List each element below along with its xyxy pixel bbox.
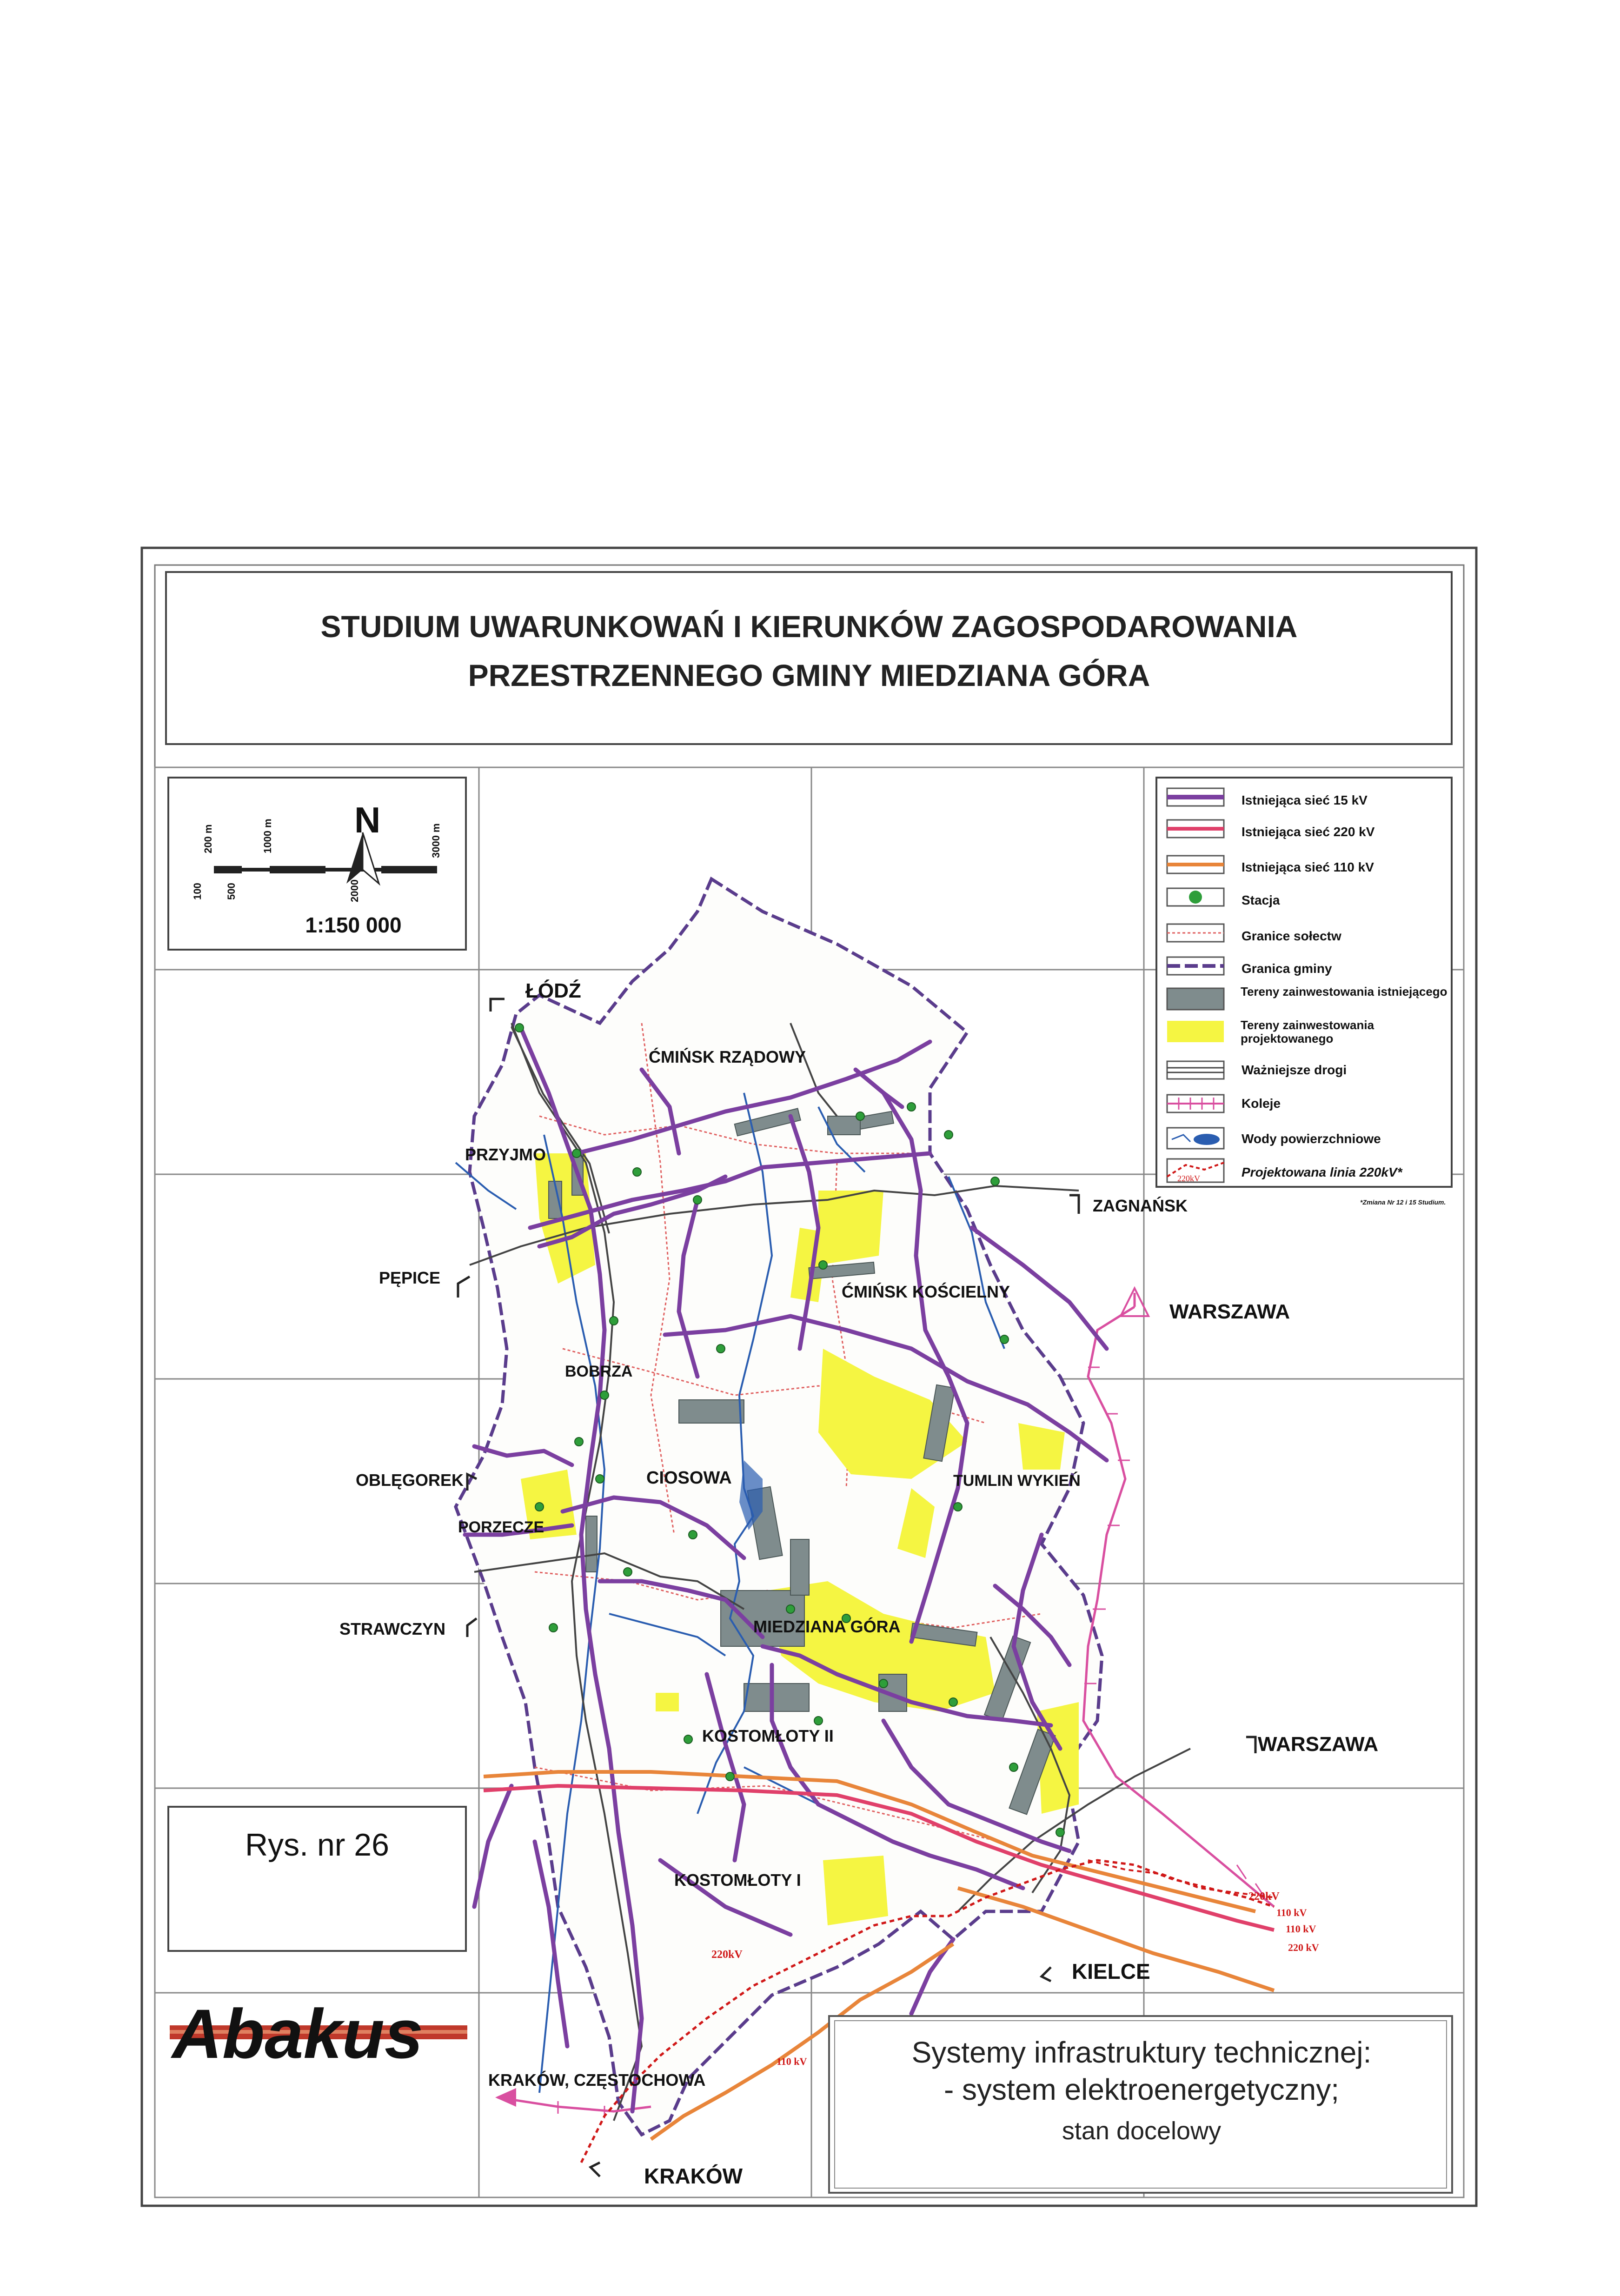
legend-label-projected-areas: Tereny zainwestowania projektowanego bbox=[1241, 1018, 1374, 1045]
label-220kv-east-2: 220 kV bbox=[1288, 1942, 1319, 1953]
legend-label-existing-areas: Tereny zainwestowania istniejącego bbox=[1241, 985, 1447, 998]
label-220kv-east: 220kV bbox=[1248, 1890, 1280, 1903]
scale-box bbox=[168, 778, 466, 950]
caption-line-3: stan docelowy bbox=[1062, 2117, 1222, 2145]
legend-label-station: Stacja bbox=[1242, 893, 1280, 907]
scale-tick-1000m: 1000 m bbox=[262, 819, 273, 853]
legend-label-municipality-boundary: Granica gminy bbox=[1242, 961, 1332, 976]
label-220kv-west: 220kV bbox=[711, 1949, 743, 1961]
scale-tick-2000: 2000 bbox=[349, 879, 360, 902]
legend-label-railways: Koleje bbox=[1242, 1096, 1281, 1111]
north-label: N bbox=[354, 799, 381, 840]
place-kielce: KIELCE bbox=[1072, 1959, 1150, 1983]
legend-footnote: *Zmiana Nr 12 i 15 Studium. bbox=[1360, 1198, 1446, 1206]
place-cminsk-rzadowy: ĆMIŃSK RZĄDOWY bbox=[649, 1047, 806, 1066]
legend-label-village-boundaries: Granice sołectw bbox=[1242, 929, 1341, 943]
place-tumlin-wykien: TUMLIN WYKIEŃ bbox=[953, 1472, 1081, 1490]
scale-tick-3000m: 3000 m bbox=[430, 823, 442, 858]
place-warszawa-north: WARSZAWA bbox=[1169, 1300, 1290, 1323]
legend-label-110kv: Istniejąca sieć 110 kV bbox=[1242, 860, 1374, 874]
logo-text: Abakus bbox=[170, 1995, 423, 2073]
place-kostomloty-ii: KOSTOMŁOTY II bbox=[702, 1726, 834, 1745]
place-przyjmo: PRZYJMO bbox=[465, 1145, 546, 1164]
place-warszawa-east: WARSZAWA bbox=[1258, 1733, 1379, 1756]
place-lodz: ŁÓDŹ bbox=[525, 979, 581, 1002]
place-ciosowa: CIOSOWA bbox=[646, 1468, 732, 1488]
place-zagnansk: ZAGNAŃSK bbox=[1093, 1196, 1188, 1215]
title-line-2: PRZESTRZENNEGO GMINY MIEDZIANA GÓRA bbox=[468, 658, 1150, 692]
place-krakow-czestochowa: KRAKÓW, CZĘSTOCHOWA bbox=[488, 2070, 706, 2090]
legend bbox=[1156, 778, 1452, 1187]
legend-label-roads: Ważniejsze drogi bbox=[1242, 1063, 1347, 1077]
place-cminsk-koscielny: ĆMIŃSK KOŚCIELNY bbox=[842, 1282, 1010, 1301]
place-porzecze: PORZECZE bbox=[458, 1518, 544, 1536]
legend-label-220kv: Istniejąca sieć 220 kV bbox=[1242, 825, 1375, 839]
place-pepice: PĘPICE bbox=[379, 1268, 441, 1287]
label-110kv-south: 110 kV bbox=[777, 2056, 807, 2067]
caption-line-1: Systemy infrastruktury technicznej: bbox=[911, 2036, 1372, 2069]
legend-sample-220kv: 220kV bbox=[1177, 1174, 1200, 1183]
label-110kv-east-1: 110 kV bbox=[1276, 1907, 1307, 1918]
legend-label-water: Wody powierzchniowe bbox=[1242, 1131, 1381, 1146]
place-bobrza: BOBRZA bbox=[565, 1363, 633, 1380]
label-110kv-east-2: 110 kV bbox=[1286, 1923, 1316, 1935]
place-strawczyn: STRAWCZYN bbox=[339, 1619, 445, 1638]
place-miedziana-gora: MIEDZIANA GÓRA bbox=[753, 1617, 901, 1636]
scale-tick-200m: 200 m bbox=[202, 824, 214, 853]
caption-line-2: - system elektroenergetyczny; bbox=[943, 2073, 1340, 2106]
scale-tick-500: 500 bbox=[226, 883, 237, 900]
rail-arrow-krakow bbox=[495, 2088, 516, 2107]
title-line-1: STUDIUM UWARUNKOWAŃ I KIERUNKÓW ZAGOSPODAROWANIA bbox=[320, 609, 1298, 644]
abakus-logo bbox=[170, 1995, 467, 2073]
figure-number: Rys. nr 26 bbox=[245, 1827, 389, 1863]
place-oblegorek: OBLĘGOREK bbox=[356, 1471, 464, 1490]
legend-label-projected-220kv: Projektowana linia 220kV* bbox=[1242, 1165, 1402, 1179]
place-kostomloty-i: KOSTOMŁOTY I bbox=[674, 1870, 801, 1890]
scale-tick-100: 100 bbox=[192, 883, 203, 900]
place-krakow: KRAKÓW bbox=[644, 2164, 743, 2188]
scale-ratio: 1:150 000 bbox=[305, 913, 402, 937]
legend-label-15kv: Istniejąca sieć 15 kV bbox=[1242, 793, 1368, 807]
